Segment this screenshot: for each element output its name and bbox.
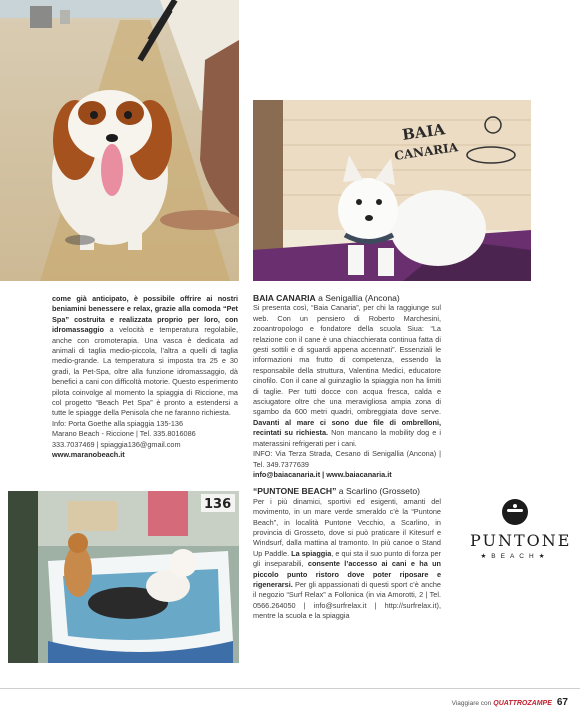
pet-spa-lead: come già anticipato, è possibile offrire ai nostri beniamini benessere e relax, grazie alla comoda “Pet Spa” costruita e realizzata proprio per loro, con idromassaggio (52, 294, 238, 335)
puntone-beach-place: a Scarlino (Grosseto) (336, 486, 420, 497)
white-dog-image (253, 100, 531, 281)
svg-text:136: 136 (204, 497, 232, 512)
baia-canaria-info: INFO: Via Terza Strada, Cesano di Senigallia (Ancona) | Tel. 349.7377639 (253, 449, 441, 469)
pet-spa-info-3: 333.7037469 | spiaggia136@gmail.com (52, 439, 181, 449)
baia-canaria-highlight: Davanti al mare ci sono due file di ombrelloni, recintati su richiesta. (253, 417, 441, 438)
puntone-beach-paragraph (253, 497, 441, 622)
logo-title: PUNTONE (470, 531, 572, 550)
puntone-bold-2: consente l’accesso ai cani e ha un piccolo punto ristoro dove poter riposare e rigenerarsi. (253, 559, 442, 589)
puntone-body-1: Per i più dinamici, sportivi ed esigenti, amanti del movimento, in un mare verde smeraldo c’è la “Puntone Beach”, in località Puntone Vecchio, a Scarlino, in provincia di Grosseto, dove si può praticare il Kitesurf e Windsurf, dalla mattina al tramonto. In più canoe o Stand Up Paddle. (253, 496, 441, 558)
baia-canaria-contacts[interactable]: info@baiacanaria.it | www.baiacanaria.it (253, 469, 392, 479)
pet-spa-info-2: Marano Beach - Riccione | Tel. 335.8016086 (52, 429, 196, 439)
footer-prefix: Viaggiare con (451, 700, 492, 707)
puntone-bold-1: La spiaggia (291, 548, 332, 558)
page-number: 67 (556, 697, 568, 708)
photo-baia-canaria-dog (253, 100, 531, 281)
photo-cavalier-dog (0, 0, 239, 281)
cavalier-dog-image (0, 0, 239, 281)
pet-spa-paragraph (52, 294, 238, 419)
logo-subtitle: ★BEACH★ (480, 553, 550, 560)
pet-spa-body: a velocità e temperatura regolabile, anche con cromoterapia. Una vasca è dedicata ad animali di taglia medio-piccola, l’altra a quelli di taglia medio-grande. La temperatura si imposta tra 25 e 30 gradi, la Pet-Spa, oltre alla funzione idromassaggio, dà benefici a cani con difficoltà motorie. Questo esperimento pilota coinvolge al momento la spiaggia di Riccione, ma col progetto “Beach Pet Spa” è pronto a estendersi a tutte le spiagge della Penisola che ne faranno richiesta. (52, 325, 238, 418)
puntone-beach-name: “PUNTONE BEACH” (253, 486, 337, 497)
baia-canaria-body: Si presenta così, “Baia Canaria”, per chi la raggiunge sul web. Con un pensiero di Roberto Marchesini, zooantropologo e fondatore della scuola Siua: “La relazione con il cane è una chiacchierata continua fatta di gesti sottili e di sguardi appena accennati”. Essenziali le informazioni ma frutto di competenza, essendo la responsabile della struttura, Valentina Medici, educatore cinofilo. Con il cane al guinzaglio la spiaggia non ha limiti di taglie. Per tutti docce con acqua fresca, calda e asciugatore oltre che una meravigliosa ampia zona di sgambo da 600 metri quadri, ombreggiata dove serve. (253, 303, 441, 417)
svg-text:CANARIA: CANARIA (393, 140, 459, 163)
footer-divider (0, 688, 580, 689)
baia-canaria-place: a Senigallia (Ancona) (315, 293, 400, 303)
baia-canaria-tail: Non mancano la mobility dog e i materassini refrigerati per i cani. (253, 428, 441, 448)
svg-text:BAIA: BAIA (401, 120, 447, 144)
baia-canaria-heading (253, 293, 441, 303)
puntone-seal-icon (502, 499, 528, 525)
baia-canaria-name: BAIA CANARIA (253, 293, 316, 303)
puntone-body-3: Per gli appassionati di questi sport c’è anche il negozio “Surf Relax” a Follonica (in via Amorotti, 2 | Tel. 0566.264050 | info@surfrelax.it | http://surfrelax.it), mentre la scuola e la spiaggia (253, 579, 441, 621)
baia-canaria-paragraph (253, 303, 441, 449)
puntone-beach-logo (470, 499, 572, 571)
puntone-beach-heading (253, 486, 441, 496)
column-pet-spa-text (52, 294, 238, 461)
column-beaches-text (253, 293, 441, 622)
pet-spa-website[interactable]: www.maranobeach.it (52, 450, 125, 460)
spa-number-sign (201, 494, 235, 512)
footer-magazine: QUATTROZAMPE (493, 700, 552, 707)
page-footer (452, 697, 568, 708)
pet-spa-image (8, 491, 239, 663)
puntone-body-2: , e qui sta il suo punto di forza per gli inseparabili, (253, 548, 441, 569)
pet-spa-info-1: Info: Porta Goethe alla spiaggia 135-136 (52, 418, 184, 428)
photo-pet-spa (8, 491, 239, 663)
